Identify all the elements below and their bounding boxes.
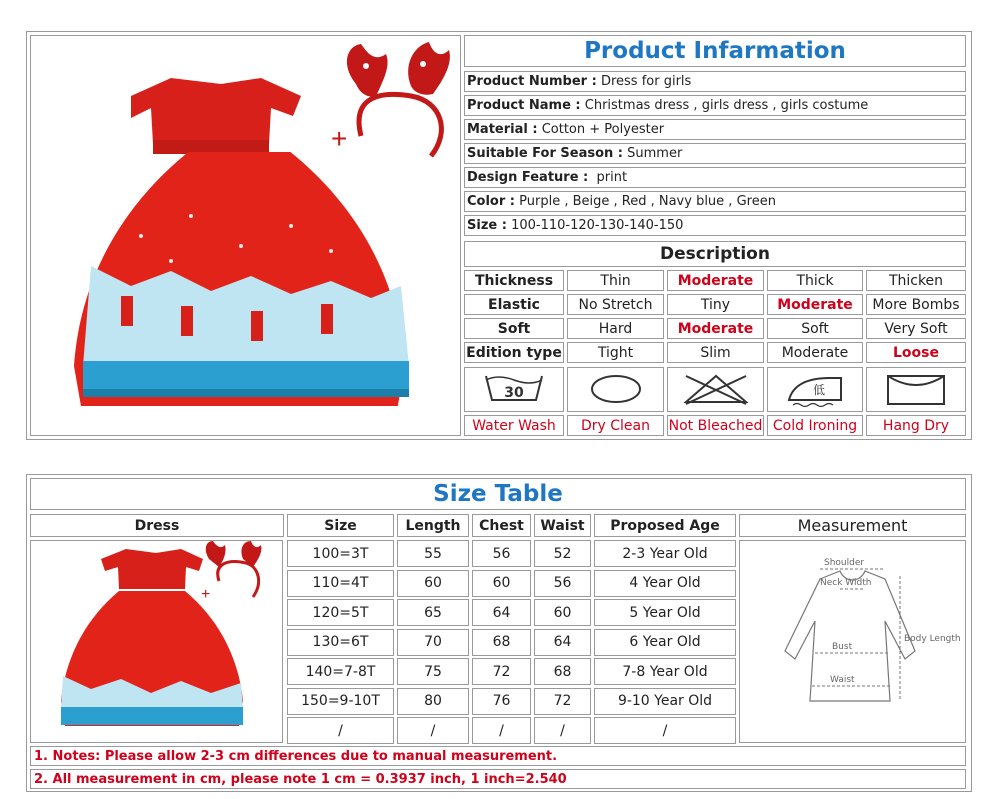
- info-label: Material :: [467, 122, 538, 137]
- description-option: Hard: [567, 318, 664, 339]
- description-label: Soft: [464, 318, 564, 339]
- svg-text:+: +: [201, 586, 211, 603]
- info-label: Product Name :: [467, 98, 581, 113]
- body-length-label: Body Length: [904, 634, 961, 644]
- not-bleached-icon: [667, 367, 764, 412]
- size-table-cell: 75: [397, 658, 469, 685]
- size-table-cell: 130=6T: [287, 629, 394, 656]
- description-option-selected: Moderate: [767, 294, 863, 315]
- description-option: Thick: [767, 270, 863, 291]
- product-image: [31, 36, 460, 435]
- neck-width-label: Neck Width: [820, 578, 872, 588]
- shoulder-label: Shoulder: [824, 558, 865, 568]
- size-table-cell: 65: [397, 599, 469, 626]
- info-value: Purple , Beige , Red , Navy blue , Green: [515, 194, 776, 209]
- svg-text:30: 30: [504, 384, 524, 401]
- size-table-cell: 140=7-8T: [287, 658, 394, 685]
- description-label: Edition type: [464, 342, 564, 363]
- measurement-diagram-panel: [739, 540, 966, 743]
- info-label: Color :: [467, 194, 515, 209]
- size-table-cell: /: [594, 717, 736, 744]
- size-table-cell: 120=5T: [287, 599, 394, 626]
- size-table-cell: 100=3T: [287, 540, 394, 567]
- antler-headband-icon: [347, 42, 450, 156]
- size-table-cell: 72: [534, 688, 591, 715]
- info-value: 100-110-120-130-140-150: [506, 218, 684, 233]
- size-table-header: Waist: [534, 514, 591, 537]
- size-table-cell: 56: [534, 570, 591, 597]
- description-option: Very Soft: [866, 318, 966, 339]
- description-option-selected: Loose: [866, 342, 966, 363]
- measurement-diagram: [740, 541, 965, 742]
- product-info-row: [464, 167, 966, 188]
- product-info-row: [464, 95, 966, 116]
- waist-label: Waist: [830, 675, 855, 685]
- product-info-row: [464, 143, 966, 164]
- size-table-header: Length: [397, 514, 469, 537]
- size-table-cell: 56: [472, 540, 531, 567]
- description-option: Soft: [767, 318, 863, 339]
- size-table-title: Size Table: [30, 478, 966, 510]
- note-2: 2. All measurement in cm, please note 1 cm = 0.3937 inch, 1 inch=2.540: [30, 769, 966, 789]
- size-table-header: Proposed Age: [594, 514, 736, 537]
- antler-headband-icon: [206, 541, 262, 597]
- size-table-header: Measurement: [739, 514, 966, 537]
- size-table-cell: 6 Year Old: [594, 629, 736, 656]
- size-table-cell: 55: [397, 540, 469, 567]
- size-table-cell: /: [397, 717, 469, 744]
- info-label: Size :: [467, 218, 507, 233]
- size-table-cell: 5 Year Old: [594, 599, 736, 626]
- info-label: Product Number :: [467, 74, 597, 89]
- size-table-cell: 4 Year Old: [594, 570, 736, 597]
- care-label: Hang Dry: [866, 415, 966, 436]
- size-table-cell: 60: [397, 570, 469, 597]
- product-info-title: Product Infarmation: [464, 35, 966, 67]
- water-wash-icon: [464, 367, 564, 412]
- size-table-cell: 9-10 Year Old: [594, 688, 736, 715]
- dry-clean-icon: [567, 367, 664, 412]
- description-option: Moderate: [767, 342, 863, 363]
- description-option: Tiny: [667, 294, 764, 315]
- description-label: Elastic: [464, 294, 564, 315]
- care-label: Dry Clean: [567, 415, 664, 436]
- description-option-selected: Moderate: [667, 270, 764, 291]
- size-table-cell: 68: [472, 629, 531, 656]
- size-table-header: Chest: [472, 514, 531, 537]
- description-option: Thin: [567, 270, 664, 291]
- info-label: Design Feature :: [467, 170, 589, 185]
- size-table-cell: 76: [472, 688, 531, 715]
- size-table-cell: 80: [397, 688, 469, 715]
- product-info-row: [464, 191, 966, 212]
- size-table-cell: 150=9-10T: [287, 688, 394, 715]
- size-table-cell: 70: [397, 629, 469, 656]
- size-table-cell: 2-3 Year Old: [594, 540, 736, 567]
- dress-thumbnail-panel: [30, 540, 283, 743]
- size-table-cell: 72: [472, 658, 531, 685]
- bust-label: Bust: [832, 642, 853, 652]
- size-table-cell: 60: [534, 599, 591, 626]
- description-option: No Stretch: [567, 294, 664, 315]
- info-value: Christmas dress , girls dress , girls costume: [580, 98, 869, 113]
- hang-dry-icon: [866, 367, 966, 412]
- description-label: Thickness: [464, 270, 564, 291]
- info-value: Cotton + Polyester: [537, 122, 665, 137]
- info-value: Dress for girls: [596, 74, 692, 89]
- svg-text:低: 低: [812, 382, 826, 397]
- size-table-cell: 110=4T: [287, 570, 394, 597]
- size-table-cell: 52: [534, 540, 591, 567]
- size-table-cell: /: [534, 717, 591, 744]
- product-info-row: [464, 119, 966, 140]
- product-info-row: [464, 215, 966, 236]
- dress-thumbnail: [31, 541, 282, 742]
- size-table-cell: /: [287, 717, 394, 744]
- description-option: Thicken: [866, 270, 966, 291]
- headband-plus-text: +: [331, 123, 348, 154]
- size-table-cell: 60: [472, 570, 531, 597]
- care-label: Water Wash: [464, 415, 564, 436]
- info-value: Summer: [623, 146, 683, 161]
- size-table-cell: 64: [534, 629, 591, 656]
- product-info-row: [464, 71, 966, 92]
- description-option: Tight: [567, 342, 664, 363]
- product-image-panel: [30, 35, 461, 436]
- size-table-cell: 7-8 Year Old: [594, 658, 736, 685]
- description-title: Description: [464, 241, 966, 267]
- description-option: More Bombs: [866, 294, 966, 315]
- description-option-selected: Moderate: [667, 318, 764, 339]
- size-table-cell: 68: [534, 658, 591, 685]
- info-label: Suitable For Season :: [467, 146, 623, 161]
- size-table-cell: 64: [472, 599, 531, 626]
- cold-ironing-icon: [767, 367, 863, 412]
- care-label: Cold Ironing: [767, 415, 863, 436]
- note-1: 1. Notes: Please allow 2-3 cm differences due to manual measurement.: [30, 746, 966, 766]
- size-table-header: Size: [287, 514, 394, 537]
- care-label: Not Bleached: [667, 415, 764, 436]
- info-value: print: [588, 170, 628, 185]
- size-table-cell: /: [472, 717, 531, 744]
- size-table-header: Dress: [30, 514, 284, 537]
- description-option: Slim: [667, 342, 764, 363]
